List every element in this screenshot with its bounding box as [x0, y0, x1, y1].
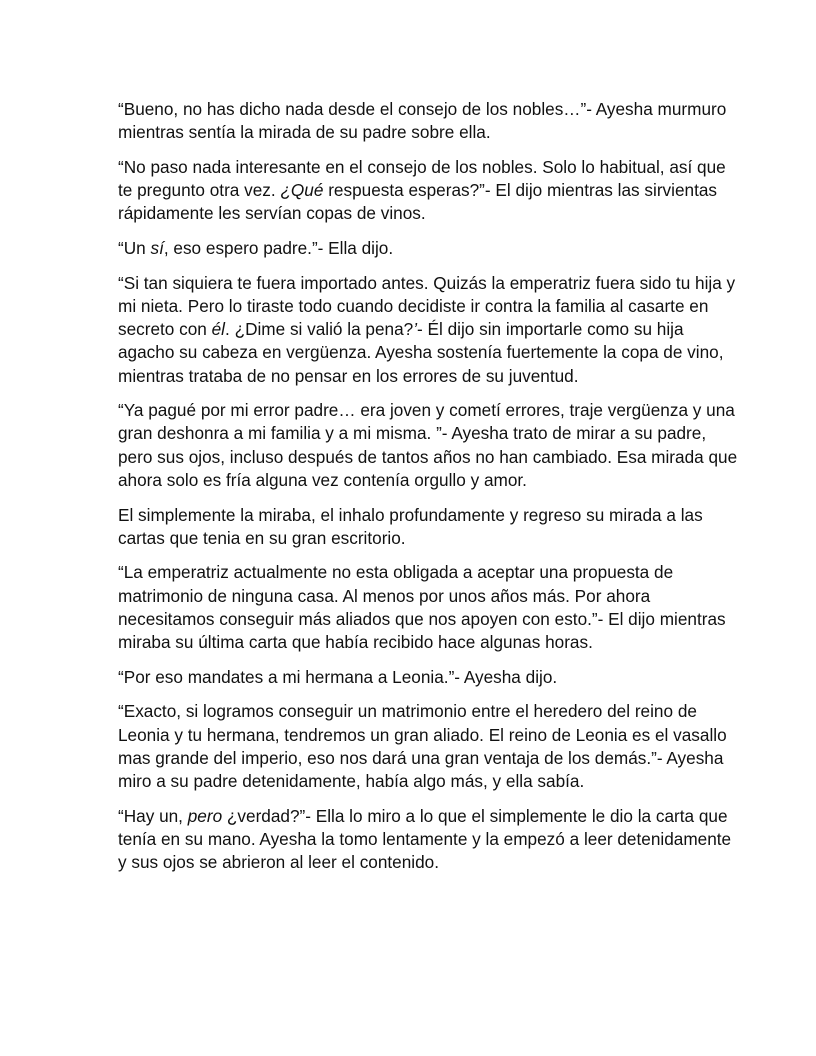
emphasis-text: él: [211, 319, 226, 340]
paragraph-8: [118, 666, 738, 689]
paragraph-3: [118, 237, 738, 260]
paragraph-text: ¿verdad?”- Ella lo miro a lo que el simplemente le dio la carta que tenía en su mano. Ayesha la tomo lentamente y la empezó a leer detenidamente y sus ojos se abrieron al leer el contenido.: [118, 805, 732, 873]
paragraph-7: [118, 561, 738, 654]
paragraph-text: El simplemente la miraba, el inhalo profundamente y regreso su mirada a las cartas que tenia en su gran escritorio.: [118, 504, 703, 548]
paragraph-text: - Él dijo sin importarle como su hija agacho su cabeza en vergüenza. Ayesha sostenía fuertemente la copa de vino, mientras trataba de no pensar en los errores de su juventud.: [118, 319, 724, 386]
emphasis-text: sí: [150, 238, 164, 259]
emphasis-text: ’: [413, 319, 418, 340]
paragraph-text: “Por eso mandates a mi hermana a Leonia.”- Ayesha dijo.: [118, 666, 558, 687]
paragraph-5: [118, 399, 738, 492]
paragraph-text: “No paso nada interesante en el consejo de los nobles. Solo lo habitual, así que te pregunto otra vez.: [118, 156, 726, 201]
paragraph-4: [118, 272, 738, 388]
paragraph-9: [118, 700, 738, 793]
document-page: [118, 98, 738, 886]
paragraph-text: “Hay un,: [118, 805, 188, 826]
paragraph-2: [118, 156, 738, 226]
paragraph-text: , eso espero padre.”- Ella dijo.: [163, 238, 394, 259]
paragraph-text: “Un: [118, 238, 151, 259]
paragraph-text: “Bueno, no has dicho nada desde el consejo de los nobles…”- Ayesha murmuro mientras sentía la mirada de su padre sobre ella.: [118, 99, 727, 143]
emphasis-text: pero: [187, 805, 223, 826]
paragraph-text: respuesta esperas?”- El dijo mientras las sirvientas rápidamente les servían copas de vinos.: [118, 180, 718, 224]
emphasis-text: ¿Qué: [280, 180, 324, 201]
paragraph-text: “Exacto, si logramos conseguir un matrimonio entre el heredero del reino de Leonia y tu hermana, tendremos un gran aliado. El reino de Leonia es el vasallo mas grande del imperio, eso nos dará una gran ventaja de los demás.”- Ayesha miro a su padre detenidamente, había algo más, y ella sabía.: [118, 701, 727, 792]
paragraph-text: “Si tan siquiera te fuera importado antes. Quizás la emperatriz fuera sido tu hija y mi nieta. Pero lo tiraste todo cuando decidiste ir contra la familia al casarte en secreto con: [118, 272, 736, 340]
paragraph-text: “Ya pagué por mi error padre… era joven y cometí errores, traje vergüenza y una gran deshonra a mi familia y a mi misma. ”- Ayesha trato de mirar a su padre, pero sus ojos, incluso después de tantos años no han cambiado. Esa mirada que ahora solo es fría alguna vez contenía orgullo y amor.: [118, 400, 738, 490]
paragraph-text: “La emperatriz actualmente no esta obligada a aceptar una propuesta de matrimonio de ninguna casa. Al menos por unos años más. Por ahora necesitamos conseguir más aliados que nos apoyen con esto.”- El dijo mientras miraba su última carta que había recibido hace algunas horas.: [118, 562, 726, 653]
paragraph-10: [118, 805, 738, 875]
paragraph-1: [118, 98, 738, 144]
paragraph-text: . ¿Dime si valió la pena?: [225, 319, 414, 340]
paragraph-6: [118, 504, 738, 550]
